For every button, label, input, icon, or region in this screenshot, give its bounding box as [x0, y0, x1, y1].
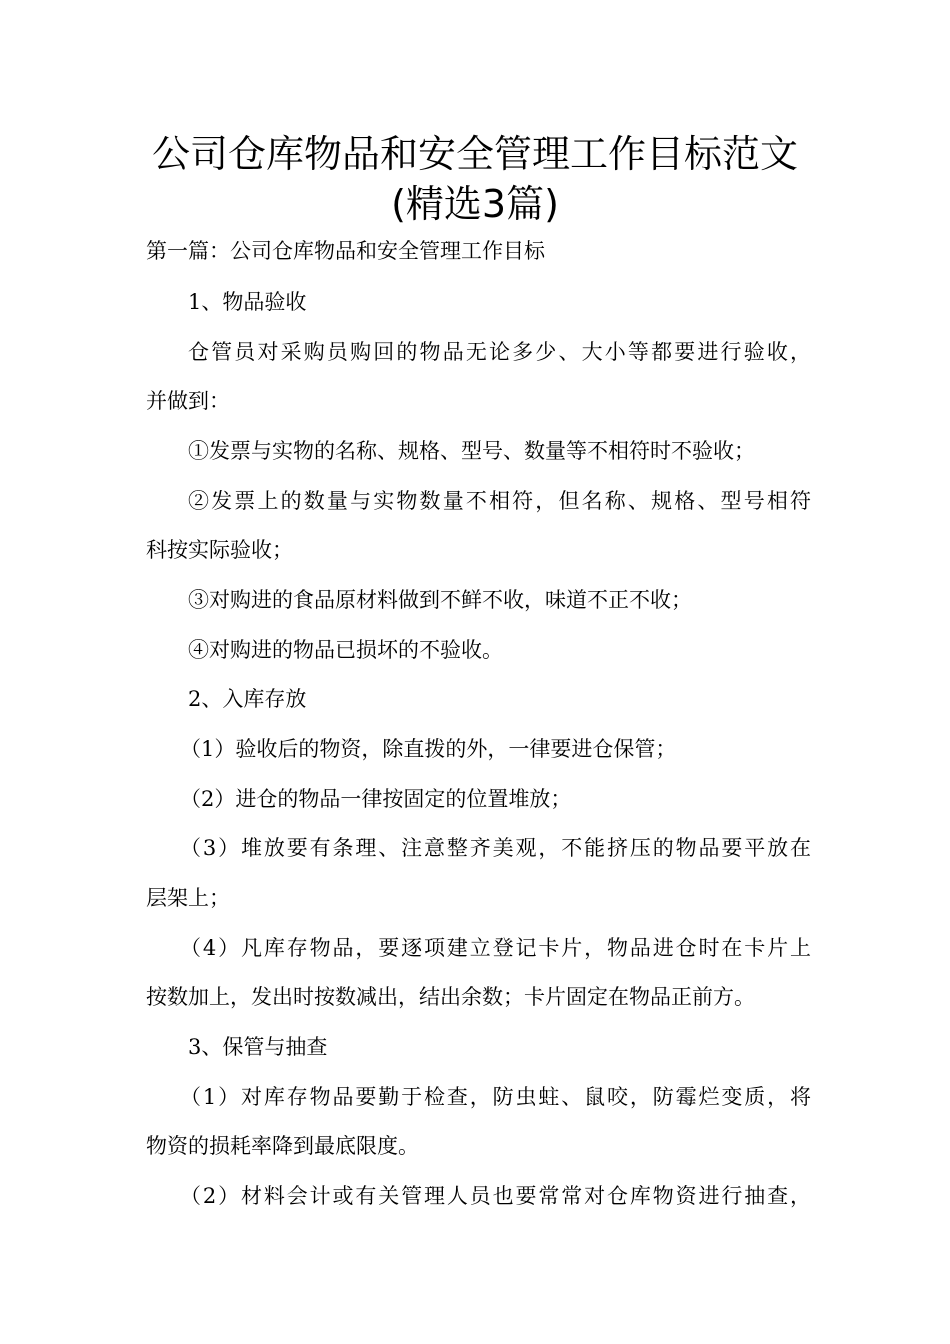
paragraph-line: ②发票上的数量与实物数量不相符，但名称、规格、型号相符 [188, 489, 811, 513]
paragraph-line: （2）材料会计或有关管理人员也要常常对仓库物资进行抽查， [180, 1184, 811, 1208]
paragraph-line: （3）堆放要有条理、注意整齐美观，不能挤压的物品要平放在 [180, 836, 811, 860]
paragraph-line: 科按实际验收； [146, 538, 293, 562]
section-heading: 第一篇：公司仓库物品和安全管理工作目标 [146, 239, 545, 263]
paragraph-line: 并做到： [146, 389, 230, 413]
paragraph-line: （4）凡库存物品，要逐项建立登记卡片，物品进仓时在卡片上 [180, 936, 811, 960]
subheading: 2、入库存放 [188, 687, 307, 711]
paragraph-line: （1）对库存物品要勤于检查，防虫蛀、鼠咬，防霉烂变质，将 [180, 1085, 811, 1109]
paragraph-line: 层架上； [146, 886, 230, 910]
paragraph-line: （1）验收后的物资，除直拨的外，一律要进仓保管； [180, 737, 677, 761]
paragraph-line: ④对购进的物品已损坏的不验收。 [188, 638, 503, 662]
document-title-line-2: (精选3篇) [391, 182, 559, 226]
paragraph-line: 仓管员对采购员购回的物品无论多少、大小等都要进行验收， [188, 340, 811, 364]
paragraph-line: （2）进仓的物品一律按固定的位置堆放； [180, 787, 572, 811]
subheading: 3、保管与抽查 [188, 1035, 328, 1059]
paragraph-line: ③对购进的食品原材料做到不鲜不收，味道不正不收； [188, 588, 692, 612]
paragraph-line: 物资的损耗率降到最底限度。 [146, 1134, 419, 1158]
paragraph-line: 按数加上，发出时按数减出，结出余数；卡片固定在物品正前方。 [146, 985, 755, 1009]
subheading: 1、物品验收 [188, 290, 307, 314]
paragraph-line: ①发票与实物的名称、规格、型号、数量等不相符时不验收； [188, 439, 755, 463]
document-title-line-1: 公司仓库物品和安全管理工作目标范文 [151, 132, 798, 176]
